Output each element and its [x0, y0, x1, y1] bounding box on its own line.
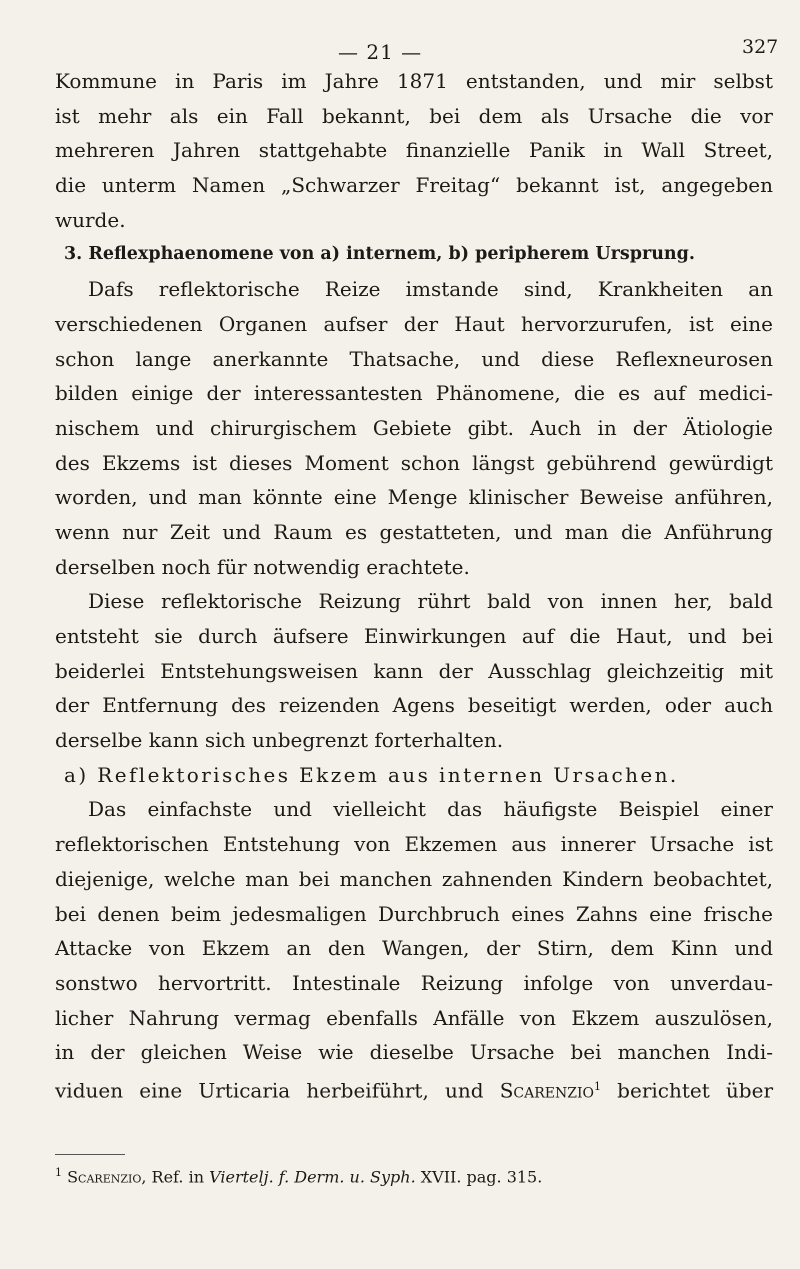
text-line: diejenige, welche man bei manchen zahnenden Kindern beobachtet,: [55, 866, 773, 891]
body-text: [55, 64, 773, 1105]
footnote: [55, 1162, 773, 1188]
text-line: mehreren Jahren stattgehabte finanzielle Panik in Wall Street,: [55, 138, 773, 163]
text-segment: viduen eine Urticaria herbeiführt, und: [55, 1078, 484, 1103]
text-line: worden, und man könnte eine Menge klinischer Beweise anführen,: [55, 485, 773, 510]
text-line: des Ekzems ist dieses Moment schon längst gebührend gewürdigt: [55, 450, 773, 475]
text-line: Kommune in Paris im Jahre 1871 entstanden, und mir selbst: [55, 69, 773, 93]
text-line: reflektorischen Entstehung von Ekzemen aus innerer Ursache ist: [55, 832, 773, 857]
text-line: nischem und chirurgischem Gebiete gibt. Auch in der Ätiologie: [55, 415, 773, 440]
text-line: entsteht sie durch äufsere Einwirkungen auf die Haut, und bei: [55, 624, 773, 648]
text-line: Das einfachste und vielleicht das häufigste Beispiel einer: [88, 797, 773, 822]
text-line-with-footnote: [55, 1070, 773, 1105]
text-line: schon lange anerkannte Thatsache, und diese Reflexneurosen: [55, 346, 773, 371]
text-line: in der gleichen Weise wie dieselbe Ursache bei manchen Indi-: [55, 1040, 773, 1065]
text-line: derselbe kann sich unbegrenzt forterhalten.: [55, 728, 504, 753]
text-line: bei denen beim jedesmaligen Durchbruch eines Zahns eine frische: [55, 901, 773, 926]
text-line: Dafs reflektorische Reize imstande sind, Krankheiten an: [88, 277, 773, 302]
footnote-rule: [55, 1154, 125, 1155]
text-line: licher Nahrung vermag ebenfalls Anfälle von Ekzem auszulösen,: [55, 1005, 773, 1030]
footnote-marker: 1: [594, 1079, 602, 1093]
footnote-number: 1: [55, 1166, 62, 1179]
text-line: der Entfernung des reizenden Agens beseitigt werden, oder auch: [55, 693, 773, 718]
footnote-text: XVII. pag. 315.: [415, 1167, 543, 1187]
author-name: Scarenzio: [499, 1078, 595, 1103]
text-line: bilden einige der interessantesten Phänomene, die es auf medici-: [55, 381, 773, 406]
text-segment: berichtet über: [601, 1078, 774, 1103]
section-heading: 3. Reflexphaenomene von a) internem, b) peripherem Ursprung.: [64, 244, 695, 265]
text-line: sonstwo hervortritt. Intestinale Reizung infolge von unverdau-: [55, 970, 773, 995]
page-number: 327: [742, 36, 779, 58]
text-line: verschiedenen Organen aufser der Haut hervorzurufen, ist eine: [55, 311, 773, 336]
footnote-text: , Ref. in: [141, 1167, 210, 1187]
text-line: derselben noch für notwendig erachtete.: [55, 554, 470, 579]
text-line: beiderlei Entstehungsweisen kann der Ausschlag gleichzeitig mit: [55, 658, 773, 683]
footnote-author: Scarenzio: [67, 1167, 142, 1187]
text-line: die unterm Namen „Schwarzer Freitag“ bekannt ist, angegeben: [55, 173, 773, 198]
text-line: ist mehr als ein Fall bekannt, bei dem als Ursache die vor: [55, 103, 773, 128]
text-line: Attacke von Ekzem an den Wangen, der Stirn, dem Kinn und: [55, 936, 773, 961]
text-line: wenn nur Zeit und Raum es gestatteten, und man die Anführung: [55, 519, 773, 544]
text-line: Diese reflektorische Reizung rührt bald von innen her, bald: [88, 589, 773, 614]
footnote-journal: Viertelj. f. Derm. u. Syph.: [209, 1167, 416, 1187]
subsection-heading: a) Reflektorisches Ekzem aus internen Ursachen.: [64, 762, 679, 787]
page-center-number: — 21 —: [338, 40, 423, 64]
text-line: wurde.: [55, 207, 126, 232]
